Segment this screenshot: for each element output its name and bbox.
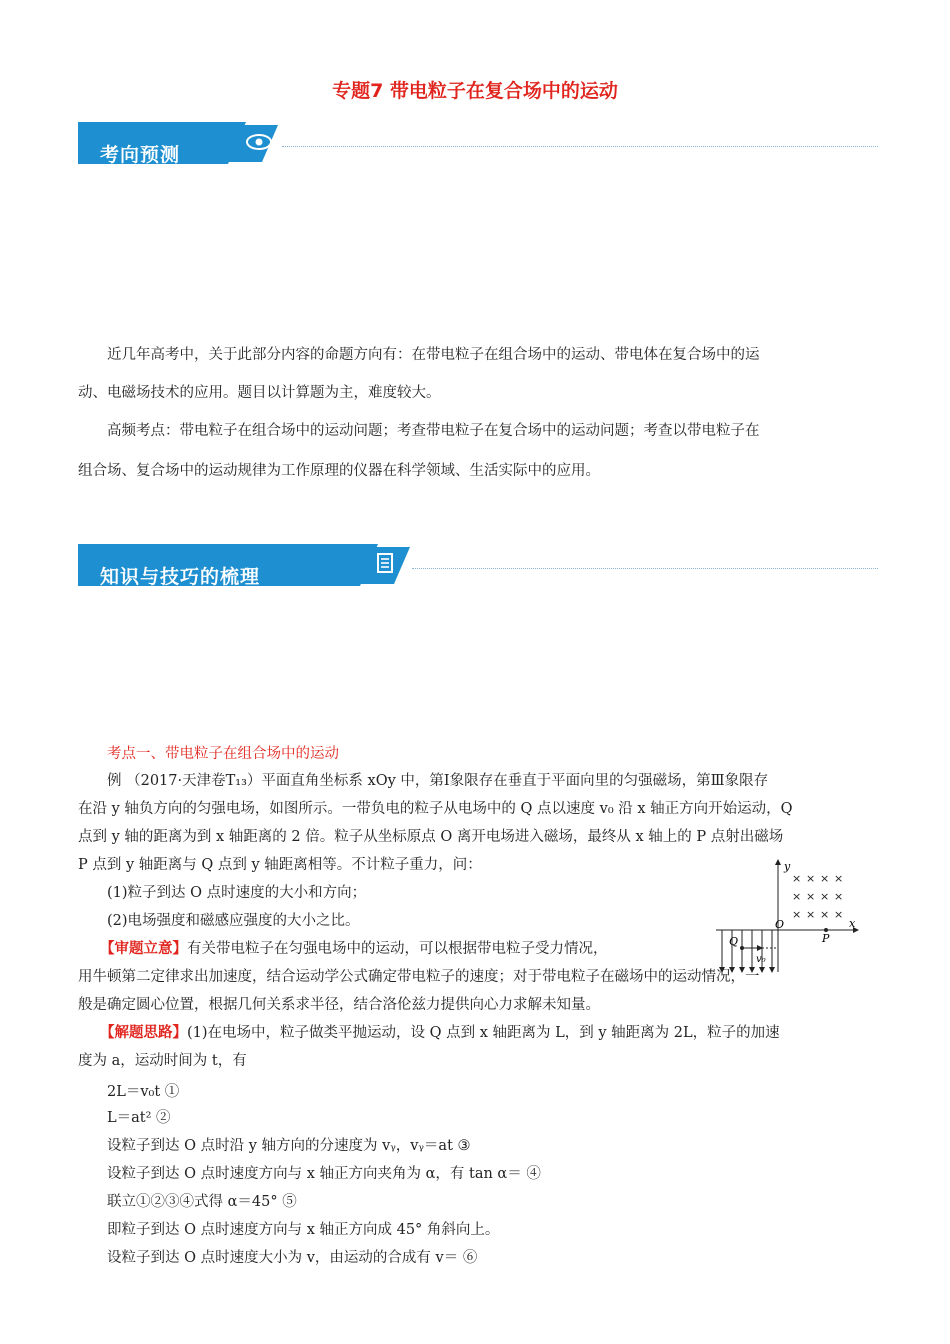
equation-4: 设粒子到达 O 点时速度方向与 x 轴正方向夹角为 α，有 tan α＝ ④	[107, 1166, 541, 1182]
point-q	[740, 946, 744, 950]
svg-text:×: ×	[792, 890, 802, 903]
example-line-2: 在沿 y 轴负方向的匀强电场，如图所示。一带负电的粒子从电场中的 Q 点以速度 v₀ 沿 x 轴正方向开始运动，Q	[78, 801, 793, 817]
point-p-label: P	[822, 932, 830, 945]
question-1: (1)粒子到达 O 点时速度的大小和方向；	[107, 885, 367, 901]
svg-text:×: ×	[834, 908, 844, 921]
solution-line-1	[100, 1023, 780, 1043]
divider	[282, 146, 878, 147]
intent-text: 有关带电粒子在匀强电场中的运动，可以根据带电粒子受力情况，	[187, 941, 608, 957]
svg-text:×: ×	[792, 908, 802, 921]
velocity-label: v₀	[756, 954, 766, 965]
coordinate-figure	[716, 858, 866, 978]
equation-6: 即粒子到达 O 点时速度方向与 x 轴正方向成 45° 角斜向上。	[107, 1222, 500, 1238]
equation-3: 设粒子到达 O 点时沿 y 轴方向的分速度为 vᵧ，vᵧ＝at ③	[107, 1138, 471, 1154]
origin-label: O	[775, 918, 785, 931]
document-icon	[374, 552, 398, 576]
equation-5: 联立①②③④式得 α＝45° ⑤	[107, 1194, 297, 1210]
point-q-label: Q	[729, 935, 739, 948]
page-title: 专题7 带电粒子在复合场中的运动	[332, 80, 618, 102]
y-axis-label: y	[784, 860, 791, 873]
svg-text:×: ×	[820, 908, 830, 921]
banner-label: 知识与技巧的梳理	[100, 566, 261, 586]
section-banner-forecast	[78, 122, 278, 164]
solution-tag: 【解题思路】	[100, 1024, 187, 1041]
intent-paragraph-line-2: 用牛顿第二定律求出加速度，结合运动学公式确定带电粒子的速度；对于带电粒子在磁场中的运动情况，一	[78, 969, 760, 985]
banner-label: 考向预测	[100, 144, 181, 164]
section-banner-knowledge	[78, 544, 410, 586]
svg-text:×: ×	[806, 872, 816, 885]
example-line-1: 例 （2017·天津卷T₁₃）平面直角坐标系 xOy 中，第Ⅰ象限存在垂直于平面向里的匀强磁场，第Ⅲ象限存	[107, 773, 769, 789]
intro-paragraph-2-line-2: 组合场、复合场中的运动规律为工作原理的仪器在科学领域、生活实际中的应用。	[78, 463, 600, 479]
svg-text:×: ×	[792, 872, 802, 885]
svg-text:×: ×	[806, 908, 816, 921]
equation-1: 2L＝v₀t ①	[107, 1084, 180, 1100]
solution-line-2: 度为 a，运动时间为 t，有	[78, 1053, 247, 1069]
svg-text:×: ×	[834, 872, 844, 885]
intent-paragraph-line-1	[100, 939, 608, 959]
svg-text:×: ×	[820, 890, 830, 903]
intent-tag: 【审题立意】	[100, 940, 187, 957]
x-axis-label: x	[849, 917, 856, 930]
example-line-4: P 点到 y 轴距离与 Q 点到 y 轴距离相等。不计粒子重力，问：	[78, 857, 482, 873]
divider	[412, 568, 878, 569]
equation-2: L＝at² ②	[107, 1110, 171, 1126]
svg-text:×: ×	[806, 890, 816, 903]
svg-text:×: ×	[834, 890, 844, 903]
intro-paragraph-2-line-1: 高频考点：带电粒子在组合场中的运动问题；考查带电粒子在复合场中的运动问题；考查以带电粒子在	[107, 423, 760, 439]
svg-text:×: ×	[820, 872, 830, 885]
intro-paragraph-1-line-1: 近几年高考中，关于此部分内容的命题方向有：在带电粒子在组合场中的运动、带电体在复合场中的运	[107, 347, 760, 363]
section-heading: 考点一、带电粒子在组合场中的运动	[107, 746, 339, 762]
example-line-3: 点到 y 轴的距离为到 x 轴距离的 2 倍。粒子从坐标原点 O 离开电场进入磁场，最终从 x 轴上的 P 点射出磁场	[78, 829, 784, 845]
magnetic-field-marks	[792, 872, 843, 921]
intro-paragraph-1-line-2: 动、电磁场技术的应用。题目以计算题为主，难度较大。	[78, 385, 441, 401]
solution-text: (1)在电场中，粒子做类平抛运动，设 Q 点到 x 轴距离为 L，到 y 轴距离为 2L，粒子的加速	[187, 1025, 780, 1041]
equation-7: 设粒子到达 O 点时速度大小为 v，由运动的合成有 v＝ ⑥	[107, 1250, 478, 1266]
intent-paragraph-line-3: 般是确定圆心位置，根据几何关系求半径，结合洛伦兹力提供向心力求解未知量。	[78, 997, 600, 1013]
eye-icon	[244, 132, 274, 152]
question-2: (2)电场强度和磁感应强度的大小之比。	[107, 913, 360, 929]
